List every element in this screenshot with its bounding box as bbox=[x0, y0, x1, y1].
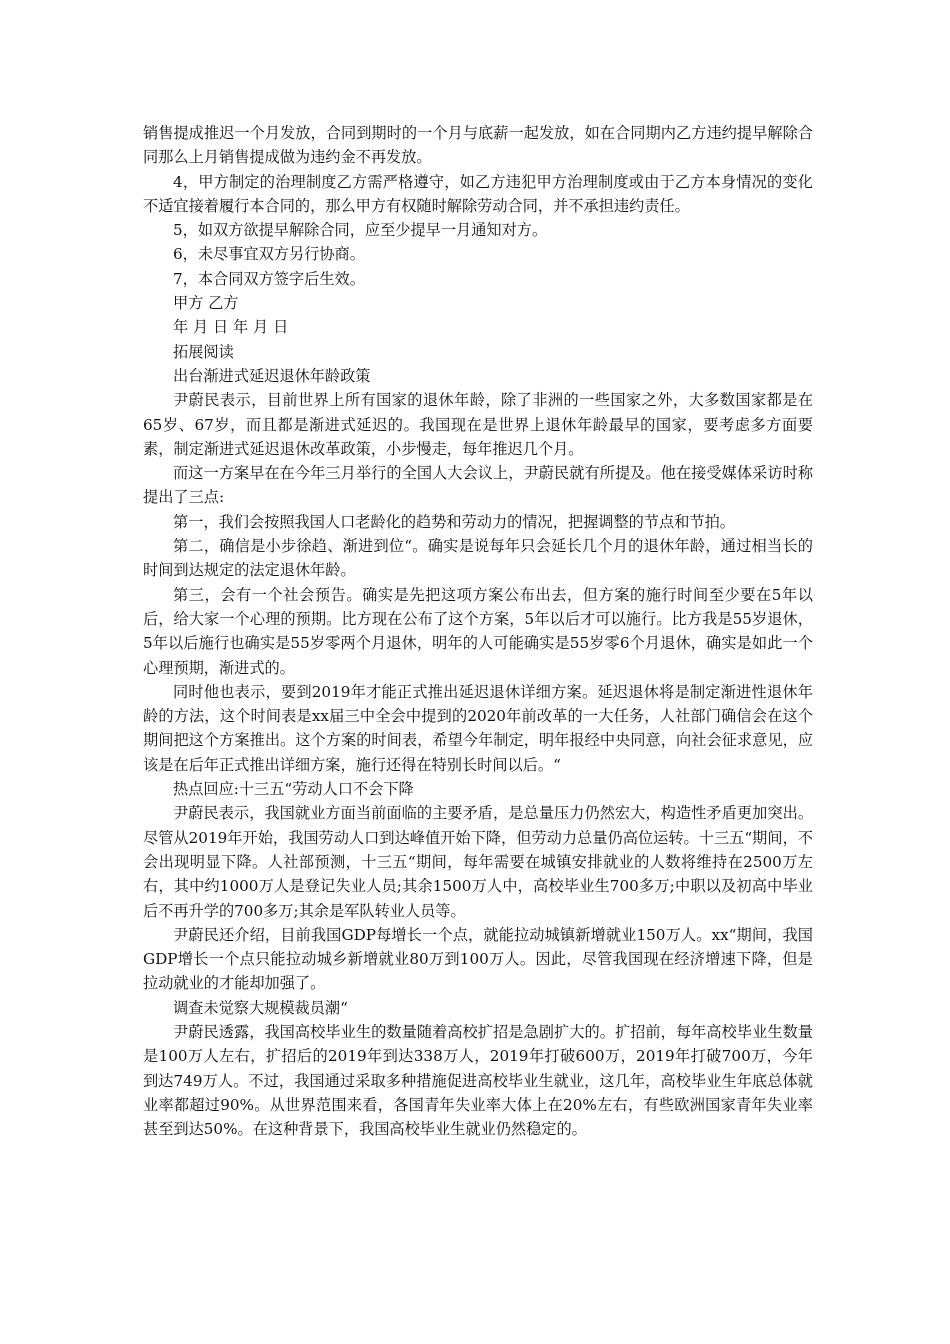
paragraph: 7，本合同双方签字后生效。 bbox=[173, 269, 365, 288]
paragraph: 第二，确信是小步徐趋、渐进到位“。确实是说每年只会延长几个月的退休年龄，通过相当长的时间到达规定的法定退休年龄。 bbox=[143, 537, 813, 580]
paragraph: 5，如双方欲提早解除合同，应至少提早一月通知对方。 bbox=[173, 221, 548, 240]
paragraph: 第一，我们会按照我国人口老龄化的趋势和劳动力的情况，把握调整的节点和节拍。 bbox=[173, 512, 735, 531]
paragraph: 而这一方案早在在今年三月举行的全国人大会议上，尹蔚民就有所提及。他在接受媒体采访时称提出了三点: bbox=[143, 464, 813, 507]
paragraph: 同时他也表示，要到2019年才能正式推出延迟退休详细方案。延迟退休将是制定渐进性退休年龄的方法，这个时间表是xx届三中全会中提到的2020年前改革的一大任务，人社部门确信会在这个期间把这个方案推出。这个方案的时间表，希望今年制定，明年报经中央同意，向社会征求意见，应该是在后年正式推出详细方案，施行还得在特别长时间以后。“ bbox=[143, 682, 813, 774]
paragraph: 尹蔚民还介绍，目前我国GDP每增长一个点，就能拉动城镇新增就业150万人。xx“期间，我国GDP增长一个点只能拉动城乡新增就业80万到100万人。因此，尽管我国现在经济增速下降，但是拉动就业的才能却加强了。 bbox=[143, 925, 813, 993]
section-heading: 出台渐进式延迟退休年龄政策 bbox=[173, 366, 371, 385]
paragraph: 尹蔚民表示，我国就业方面当前面临的主要矛盾，是总量压力仍然宏大，构造性矛盾更加突出。尽管从2019年开始，我国劳动人口到达峰值开始下降，但劳动力总量仍高位运转。十三五“期间，不会出现明显下降。人社部预测，十三五“期间，每年需要在城镇安排就业的人数将维持在2500万左右，其中约1000万人是登记失业人员;其余1500万人中，高校毕业生700多万;中职以及初高中毕业后不再升学的700多万;其余是军队转业人员等。 bbox=[143, 804, 813, 920]
paragraph: 销售提成推迟一个月发放，合同到期时的一个月与底薪一起发放，如在合同期内乙方违约提早解除合同那么上月销售提成做为违约金不再发放。 bbox=[143, 124, 813, 167]
paragraph: 4，甲方制定的治理制度乙方需严格遵守，如乙方违犯甲方治理制度或由于乙方本身情况的变化不适宜接着履行本合同的，那么甲方有权随时解除劳动合同，并不承担违约责任。 bbox=[143, 172, 813, 215]
paragraph: 尹蔚民透露，我国高校毕业生的数量随着高校扩招是急剧扩大的。扩招前，每年高校毕业生数量是100万人左右，扩招后的2019年到达338万人，2019年打破600万，2019年打破700万，今年到达749万人。不过，我国通过采取多种措施促进高校毕业生就业，这几年，高校毕业生年底总体就业率都超过90%。从世界范围来看，各国青年失业率大体上在20%左右，有些欧洲国家青年失业率甚至到达50%。在这种背景下，我国高校毕业生就业仍然稳定的。 bbox=[143, 1022, 813, 1139]
section-heading: 拓展阅读 bbox=[173, 342, 234, 361]
signature-parties: 甲方 乙方 bbox=[173, 294, 239, 313]
section-heading: 调查未觉察大规模裁员潮“ bbox=[173, 998, 348, 1017]
section-heading: 热点回应:十三五“劳动人口不会下降 bbox=[173, 780, 414, 799]
paragraph: 第三，会有一个社会预告。确实是先把这项方案公布出去，但方案的施行时间至少要在5年以后，给大家一个心理的预期。比方现在公布了这个方案，5年以后才可以施行。比方我是55岁退休，5年以后施行也确实是55岁零两个月退休，明年的人可能确实是55岁零6个月退休，确实是如此一个心理预期，渐进式的。 bbox=[143, 585, 813, 677]
signature-date: 年 月 日 年 月 日 bbox=[173, 318, 289, 337]
document-body bbox=[143, 121, 813, 1141]
paragraph: 6，未尽事宜双方另行协商。 bbox=[173, 245, 365, 264]
paragraph: 尹蔚民表示，目前世界上所有国家的退休年龄，除了非洲的一些国家之外，大多数国家都是在65岁、67岁，而且都是渐进式延迟的。我国现在是世界上退休年龄最早的国家，要考虑多方面要素，制定渐进式延迟退休改革政策，小步慢走，每年推迟几个月。 bbox=[143, 391, 813, 458]
